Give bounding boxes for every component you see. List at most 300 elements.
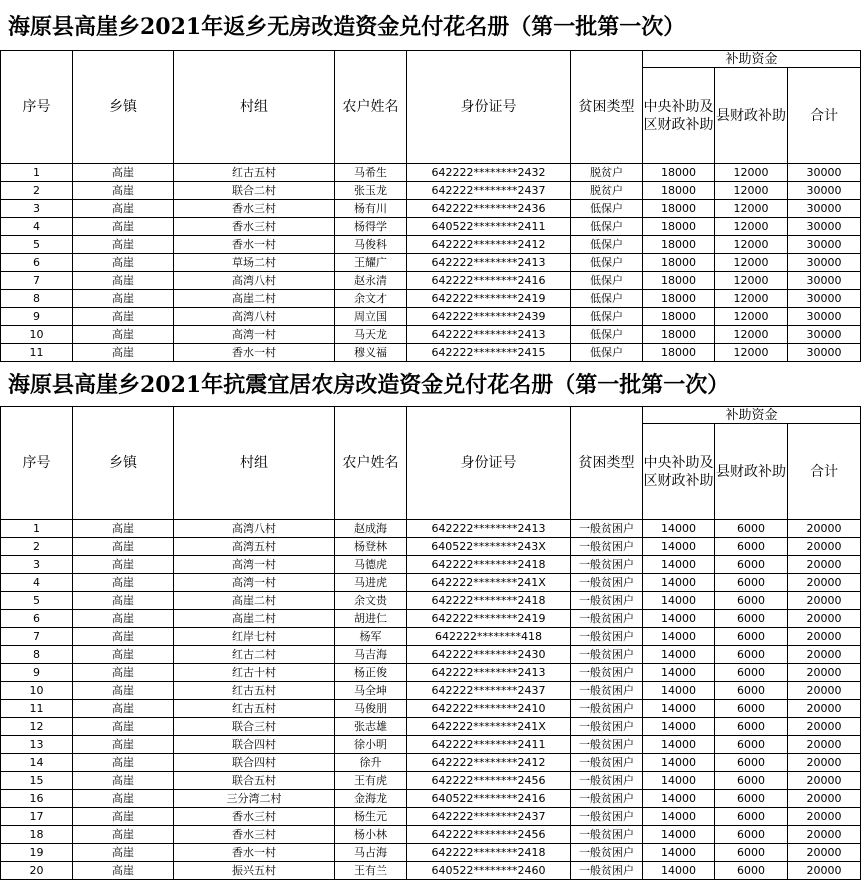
header-id: 身份证号 — [407, 407, 571, 520]
cell-poverty-type: 一般贫困户 — [571, 754, 643, 772]
cell-central-subsidy: 14000 — [643, 664, 715, 682]
cell-village: 高湾一村 — [174, 326, 335, 344]
cell-town: 高崖 — [73, 326, 174, 344]
cell-town: 高崖 — [73, 862, 174, 880]
cell-central-subsidy: 18000 — [643, 200, 715, 218]
cell-county-subsidy: 6000 — [715, 844, 788, 862]
cell-no: 11 — [1, 344, 73, 362]
cell-name: 马德虎 — [335, 556, 407, 574]
table-row — [1, 700, 861, 718]
cell-no: 2 — [1, 538, 73, 556]
table-row — [1, 164, 861, 182]
cell-id-number: 642222********2410 — [407, 700, 571, 718]
cell-central-subsidy: 14000 — [643, 646, 715, 664]
header-central: 中央补助及区财政补助 — [643, 424, 715, 520]
header-town: 乡镇 — [73, 51, 174, 164]
cell-total: 20000 — [788, 628, 861, 646]
cell-total: 20000 — [788, 700, 861, 718]
cell-poverty-type: 一般贫困户 — [571, 718, 643, 736]
cell-poverty-type: 低保户 — [571, 200, 643, 218]
cell-total: 30000 — [788, 254, 861, 272]
cell-no: 12 — [1, 718, 73, 736]
header-county: 县财政补助 — [715, 424, 788, 520]
cell-central-subsidy: 14000 — [643, 736, 715, 754]
table-2 — [0, 406, 861, 880]
cell-poverty-type: 一般贫困户 — [571, 556, 643, 574]
cell-village: 高崖二村 — [174, 610, 335, 628]
cell-name: 赵永清 — [335, 272, 407, 290]
cell-county-subsidy: 12000 — [715, 200, 788, 218]
table-row — [1, 290, 861, 308]
cell-id-number: 642222********2439 — [407, 308, 571, 326]
cell-town: 高崖 — [73, 808, 174, 826]
header-type: 贫困类型 — [571, 51, 643, 164]
cell-town: 高崖 — [73, 628, 174, 646]
cell-county-subsidy: 6000 — [715, 610, 788, 628]
cell-total: 30000 — [788, 326, 861, 344]
cell-village: 联合四村 — [174, 736, 335, 754]
cell-id-number: 642222********2437 — [407, 682, 571, 700]
table-row — [1, 826, 861, 844]
cell-poverty-type: 一般贫困户 — [571, 844, 643, 862]
cell-total: 30000 — [788, 308, 861, 326]
cell-central-subsidy: 18000 — [643, 344, 715, 362]
cell-county-subsidy: 6000 — [715, 826, 788, 844]
cell-id-number: 642222********2411 — [407, 736, 571, 754]
cell-poverty-type: 一般贫困户 — [571, 772, 643, 790]
cell-town: 高崖 — [73, 182, 174, 200]
cell-village: 红古五村 — [174, 700, 335, 718]
cell-no: 13 — [1, 736, 73, 754]
cell-total: 20000 — [788, 826, 861, 844]
cell-village: 香水三村 — [174, 826, 335, 844]
cell-central-subsidy: 14000 — [643, 610, 715, 628]
cell-total: 30000 — [788, 236, 861, 254]
cell-village: 香水三村 — [174, 200, 335, 218]
cell-id-number: 642222********2413 — [407, 254, 571, 272]
header-county: 县财政补助 — [715, 68, 788, 164]
cell-poverty-type: 低保户 — [571, 272, 643, 290]
cell-name: 余文才 — [335, 290, 407, 308]
cell-town: 高崖 — [73, 718, 174, 736]
cell-id-number: 642222********2437 — [407, 808, 571, 826]
cell-town: 高崖 — [73, 308, 174, 326]
cell-no: 8 — [1, 646, 73, 664]
cell-town: 高崖 — [73, 664, 174, 682]
cell-county-subsidy: 6000 — [715, 574, 788, 592]
cell-county-subsidy: 6000 — [715, 862, 788, 880]
cell-id-number: 640522********2411 — [407, 218, 571, 236]
cell-poverty-type: 一般贫困户 — [571, 520, 643, 538]
cell-village: 联合四村 — [174, 754, 335, 772]
cell-town: 高崖 — [73, 164, 174, 182]
cell-county-subsidy: 6000 — [715, 790, 788, 808]
cell-name: 马俊朋 — [335, 700, 407, 718]
table-row — [1, 718, 861, 736]
header-village: 村组 — [174, 407, 335, 520]
cell-county-subsidy: 12000 — [715, 182, 788, 200]
cell-central-subsidy: 14000 — [643, 790, 715, 808]
cell-id-number: 642222********2413 — [407, 326, 571, 344]
table-row — [1, 182, 861, 200]
cell-name: 马希生 — [335, 164, 407, 182]
cell-central-subsidy: 18000 — [643, 272, 715, 290]
cell-village: 联合二村 — [174, 182, 335, 200]
cell-town: 高崖 — [73, 772, 174, 790]
cell-village: 高崖二村 — [174, 592, 335, 610]
cell-id-number: 642222********2412 — [407, 754, 571, 772]
cell-poverty-type: 脱贫户 — [571, 182, 643, 200]
cell-name: 杨有川 — [335, 200, 407, 218]
cell-no: 3 — [1, 200, 73, 218]
table-row — [1, 736, 861, 754]
cell-town: 高崖 — [73, 790, 174, 808]
cell-no: 6 — [1, 610, 73, 628]
table-row — [1, 272, 861, 290]
cell-town: 高崖 — [73, 272, 174, 290]
cell-no: 6 — [1, 254, 73, 272]
cell-county-subsidy: 12000 — [715, 308, 788, 326]
cell-village: 振兴五村 — [174, 862, 335, 880]
cell-name: 余文贵 — [335, 592, 407, 610]
cell-county-subsidy: 6000 — [715, 664, 788, 682]
cell-county-subsidy: 6000 — [715, 520, 788, 538]
cell-id-number: 642222********2432 — [407, 164, 571, 182]
cell-id-number: 642222********241X — [407, 574, 571, 592]
cell-no: 9 — [1, 308, 73, 326]
cell-no: 5 — [1, 236, 73, 254]
cell-id-number: 640522********2460 — [407, 862, 571, 880]
cell-no: 15 — [1, 772, 73, 790]
cell-county-subsidy: 6000 — [715, 700, 788, 718]
cell-village: 香水三村 — [174, 218, 335, 236]
cell-poverty-type: 一般贫困户 — [571, 862, 643, 880]
cell-no: 1 — [1, 164, 73, 182]
cell-poverty-type: 一般贫困户 — [571, 790, 643, 808]
cell-name: 杨小林 — [335, 826, 407, 844]
table-row — [1, 610, 861, 628]
cell-poverty-type: 一般贫困户 — [571, 538, 643, 556]
cell-central-subsidy: 18000 — [643, 164, 715, 182]
cell-total: 20000 — [788, 772, 861, 790]
cell-county-subsidy: 6000 — [715, 556, 788, 574]
header-no: 序号 — [1, 51, 73, 164]
cell-name: 穆义福 — [335, 344, 407, 362]
header-name: 农户姓名 — [335, 407, 407, 520]
cell-central-subsidy: 18000 — [643, 218, 715, 236]
cell-total: 20000 — [788, 808, 861, 826]
cell-name: 胡进仁 — [335, 610, 407, 628]
table-row — [1, 592, 861, 610]
cell-poverty-type: 脱贫户 — [571, 164, 643, 182]
cell-total: 20000 — [788, 736, 861, 754]
cell-village: 高湾八村 — [174, 520, 335, 538]
cell-id-number: 642222********2416 — [407, 272, 571, 290]
table-row — [1, 326, 861, 344]
cell-total: 20000 — [788, 646, 861, 664]
cell-total: 20000 — [788, 520, 861, 538]
cell-no: 8 — [1, 290, 73, 308]
cell-town: 高崖 — [73, 682, 174, 700]
cell-no: 1 — [1, 520, 73, 538]
cell-village: 红岸七村 — [174, 628, 335, 646]
cell-village: 香水一村 — [174, 236, 335, 254]
cell-central-subsidy: 18000 — [643, 182, 715, 200]
table-row — [1, 628, 861, 646]
header-subsidy: 补助资金 — [643, 51, 861, 68]
cell-no: 5 — [1, 592, 73, 610]
cell-county-subsidy: 6000 — [715, 682, 788, 700]
cell-county-subsidy: 12000 — [715, 272, 788, 290]
cell-total: 20000 — [788, 610, 861, 628]
cell-name: 杨得学 — [335, 218, 407, 236]
cell-town: 高崖 — [73, 592, 174, 610]
header-total: 合计 — [788, 68, 861, 164]
cell-village: 红古十村 — [174, 664, 335, 682]
cell-name: 杨生元 — [335, 808, 407, 826]
cell-town: 高崖 — [73, 736, 174, 754]
cell-no: 2 — [1, 182, 73, 200]
cell-name: 张志雄 — [335, 718, 407, 736]
cell-central-subsidy: 14000 — [643, 826, 715, 844]
cell-village: 香水三村 — [174, 808, 335, 826]
cell-village: 香水一村 — [174, 344, 335, 362]
cell-no: 17 — [1, 808, 73, 826]
cell-poverty-type: 一般贫困户 — [571, 736, 643, 754]
table-row — [1, 308, 861, 326]
cell-no: 10 — [1, 326, 73, 344]
cell-name: 马进虎 — [335, 574, 407, 592]
cell-id-number: 642222********2413 — [407, 520, 571, 538]
table-row — [1, 646, 861, 664]
cell-poverty-type: 一般贫困户 — [571, 664, 643, 682]
cell-name: 杨正俊 — [335, 664, 407, 682]
cell-county-subsidy: 6000 — [715, 538, 788, 556]
table-row — [1, 200, 861, 218]
cell-town: 高崖 — [73, 610, 174, 628]
cell-name: 周立国 — [335, 308, 407, 326]
cell-no: 4 — [1, 218, 73, 236]
cell-id-number: 642222********2437 — [407, 182, 571, 200]
cell-town: 高崖 — [73, 200, 174, 218]
cell-total: 30000 — [788, 182, 861, 200]
cell-id-number: 642222********2413 — [407, 664, 571, 682]
cell-town: 高崖 — [73, 574, 174, 592]
cell-central-subsidy: 14000 — [643, 592, 715, 610]
cell-poverty-type: 一般贫困户 — [571, 610, 643, 628]
table-row — [1, 218, 861, 236]
cell-total: 30000 — [788, 200, 861, 218]
cell-county-subsidy: 6000 — [715, 808, 788, 826]
cell-county-subsidy: 12000 — [715, 326, 788, 344]
cell-central-subsidy: 18000 — [643, 236, 715, 254]
cell-poverty-type: 低保户 — [571, 236, 643, 254]
cell-central-subsidy: 14000 — [643, 844, 715, 862]
cell-central-subsidy: 18000 — [643, 308, 715, 326]
cell-county-subsidy: 12000 — [715, 344, 788, 362]
cell-town: 高崖 — [73, 826, 174, 844]
cell-total: 20000 — [788, 664, 861, 682]
cell-id-number: 642222********2418 — [407, 556, 571, 574]
cell-town: 高崖 — [73, 344, 174, 362]
cell-no: 10 — [1, 682, 73, 700]
cell-county-subsidy: 6000 — [715, 736, 788, 754]
cell-poverty-type: 一般贫困户 — [571, 628, 643, 646]
cell-total: 20000 — [788, 862, 861, 880]
cell-town: 高崖 — [73, 520, 174, 538]
table-2-title: 海原县高崖乡2021年抗震宜居农房改造资金兑付花名册（第一批第一次） — [8, 372, 730, 398]
cell-name: 赵成海 — [335, 520, 407, 538]
cell-name: 杨登林 — [335, 538, 407, 556]
table-row — [1, 236, 861, 254]
cell-village: 三分湾二村 — [174, 790, 335, 808]
cell-name: 杨军 — [335, 628, 407, 646]
cell-total: 20000 — [788, 592, 861, 610]
cell-no: 7 — [1, 272, 73, 290]
cell-town: 高崖 — [73, 700, 174, 718]
cell-county-subsidy: 6000 — [715, 628, 788, 646]
cell-no: 9 — [1, 664, 73, 682]
cell-name: 徐小明 — [335, 736, 407, 754]
cell-central-subsidy: 14000 — [643, 574, 715, 592]
cell-name: 马全坤 — [335, 682, 407, 700]
table-row — [1, 844, 861, 862]
cell-poverty-type: 一般贫困户 — [571, 574, 643, 592]
table-row — [1, 754, 861, 772]
cell-no: 11 — [1, 700, 73, 718]
table-row — [1, 664, 861, 682]
cell-county-subsidy: 12000 — [715, 218, 788, 236]
cell-village: 高崖二村 — [174, 290, 335, 308]
cell-central-subsidy: 14000 — [643, 754, 715, 772]
cell-total: 20000 — [788, 682, 861, 700]
cell-name: 金海龙 — [335, 790, 407, 808]
cell-central-subsidy: 14000 — [643, 682, 715, 700]
cell-central-subsidy: 18000 — [643, 290, 715, 308]
header-no: 序号 — [1, 407, 73, 520]
cell-total: 30000 — [788, 290, 861, 308]
cell-central-subsidy: 14000 — [643, 538, 715, 556]
cell-name: 马占海 — [335, 844, 407, 862]
cell-name: 王有兰 — [335, 862, 407, 880]
cell-village: 红古五村 — [174, 164, 335, 182]
table-row — [1, 808, 861, 826]
cell-id-number: 642222********2415 — [407, 344, 571, 362]
cell-total: 20000 — [788, 556, 861, 574]
cell-total: 30000 — [788, 344, 861, 362]
table-row — [1, 574, 861, 592]
table-row — [1, 344, 861, 362]
cell-central-subsidy: 14000 — [643, 718, 715, 736]
cell-town: 高崖 — [73, 254, 174, 272]
cell-id-number: 642222********2456 — [407, 772, 571, 790]
cell-no: 14 — [1, 754, 73, 772]
cell-central-subsidy: 14000 — [643, 520, 715, 538]
cell-no: 4 — [1, 574, 73, 592]
cell-village: 联合三村 — [174, 718, 335, 736]
cell-central-subsidy: 18000 — [643, 254, 715, 272]
cell-id-number: 642222********2418 — [407, 844, 571, 862]
cell-county-subsidy: 12000 — [715, 236, 788, 254]
cell-id-number: 642222********2418 — [407, 592, 571, 610]
cell-town: 高崖 — [73, 538, 174, 556]
table-row — [1, 520, 861, 538]
cell-village: 高湾八村 — [174, 272, 335, 290]
cell-name: 徐升 — [335, 754, 407, 772]
cell-id-number: 642222********2456 — [407, 826, 571, 844]
cell-town: 高崖 — [73, 754, 174, 772]
cell-id-number: 642222********2419 — [407, 610, 571, 628]
cell-no: 3 — [1, 556, 73, 574]
cell-total: 30000 — [788, 218, 861, 236]
cell-county-subsidy: 6000 — [715, 754, 788, 772]
table-row — [1, 862, 861, 880]
cell-village: 高湾一村 — [174, 556, 335, 574]
cell-no: 19 — [1, 844, 73, 862]
cell-total: 30000 — [788, 272, 861, 290]
cell-total: 20000 — [788, 790, 861, 808]
cell-village: 联合五村 — [174, 772, 335, 790]
cell-no: 18 — [1, 826, 73, 844]
cell-central-subsidy: 14000 — [643, 556, 715, 574]
cell-poverty-type: 一般贫困户 — [571, 646, 643, 664]
cell-village: 香水一村 — [174, 844, 335, 862]
cell-name: 马俊科 — [335, 236, 407, 254]
table-row — [1, 556, 861, 574]
cell-central-subsidy: 14000 — [643, 628, 715, 646]
cell-id-number: 642222********2430 — [407, 646, 571, 664]
header-name: 农户姓名 — [335, 51, 407, 164]
cell-poverty-type: 低保户 — [571, 308, 643, 326]
cell-total: 20000 — [788, 538, 861, 556]
cell-village: 红古五村 — [174, 682, 335, 700]
cell-central-subsidy: 14000 — [643, 700, 715, 718]
cell-county-subsidy: 6000 — [715, 646, 788, 664]
cell-village: 草场二村 — [174, 254, 335, 272]
cell-village: 红古二村 — [174, 646, 335, 664]
cell-town: 高崖 — [73, 290, 174, 308]
table-1 — [0, 50, 861, 362]
cell-town: 高崖 — [73, 236, 174, 254]
cell-county-subsidy: 12000 — [715, 254, 788, 272]
table-row — [1, 254, 861, 272]
cell-no: 20 — [1, 862, 73, 880]
cell-county-subsidy: 6000 — [715, 772, 788, 790]
header-subsidy: 补助资金 — [643, 407, 861, 424]
cell-total: 20000 — [788, 718, 861, 736]
cell-name: 张玉龙 — [335, 182, 407, 200]
cell-poverty-type: 低保户 — [571, 218, 643, 236]
table-row — [1, 682, 861, 700]
cell-total: 20000 — [788, 754, 861, 772]
header-village: 村组 — [174, 51, 335, 164]
cell-town: 高崖 — [73, 844, 174, 862]
cell-county-subsidy: 6000 — [715, 718, 788, 736]
table-row — [1, 772, 861, 790]
cell-town: 高崖 — [73, 646, 174, 664]
cell-poverty-type: 一般贫困户 — [571, 700, 643, 718]
cell-poverty-type: 一般贫困户 — [571, 826, 643, 844]
cell-id-number: 642222********2419 — [407, 290, 571, 308]
header-id: 身份证号 — [407, 51, 571, 164]
cell-total: 30000 — [788, 164, 861, 182]
header-total: 合计 — [788, 424, 861, 520]
cell-town: 高崖 — [73, 218, 174, 236]
header-type: 贫困类型 — [571, 407, 643, 520]
cell-town: 高崖 — [73, 556, 174, 574]
header-town: 乡镇 — [73, 407, 174, 520]
table-row — [1, 538, 861, 556]
